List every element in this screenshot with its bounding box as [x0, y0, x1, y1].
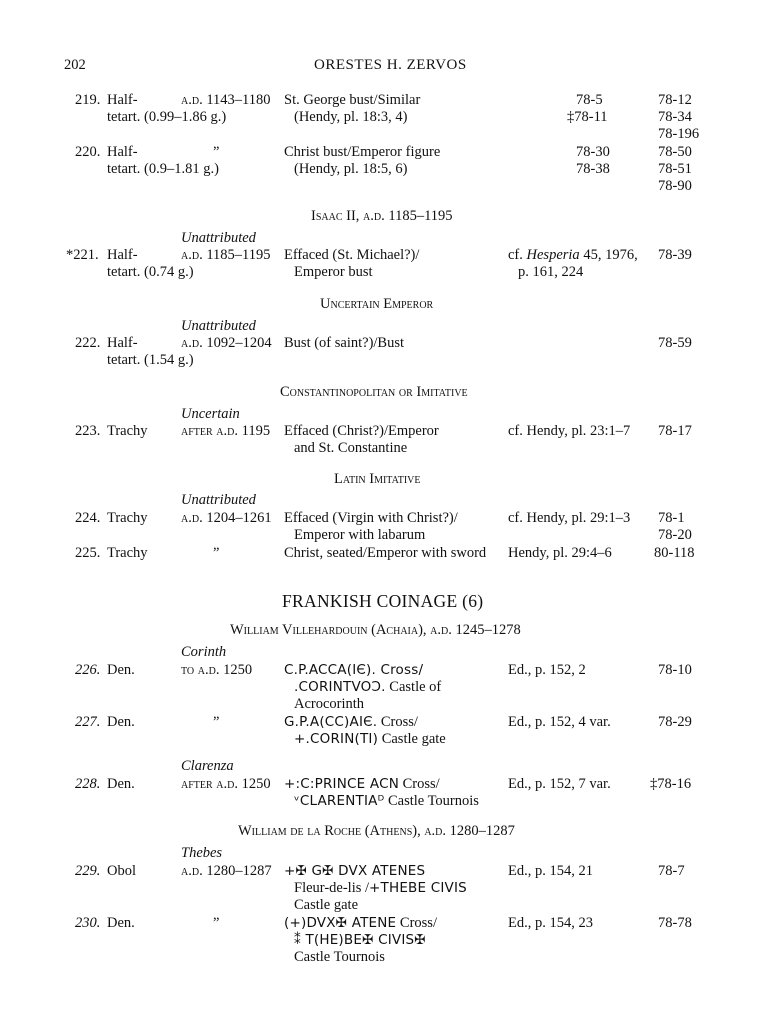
ditto-mark: ” [213, 545, 220, 561]
denomination-weight: tetart. (0.74 g.) [107, 264, 194, 280]
description: Effaced (St. Michael?)/ [284, 247, 420, 263]
denomination: Half- [107, 247, 138, 263]
legend-obverse: (+)DVX✠ ATENE Cross/ [284, 915, 437, 931]
mint-label: Unattributed [181, 492, 256, 508]
date: after a.d. 1250 [181, 776, 271, 792]
reference: p. 161, 224 [518, 264, 584, 280]
inventory-number: 78-59 [658, 335, 692, 351]
mint-label: Uncertain [181, 406, 240, 422]
denomination-weight: tetart. (0.99–1.86 g.) [107, 109, 227, 125]
inventory-number: 78-1 [658, 510, 685, 526]
entry-number: 228. [75, 776, 101, 792]
inventory-number: 78-78 [658, 915, 692, 931]
reference: ‡78-11 [567, 109, 608, 125]
description: Emperor with labarum [294, 527, 426, 543]
reference: 78-5 [576, 92, 603, 108]
section-heading: William de la Roche (Athens), a.d. 1280–1287 [238, 823, 515, 839]
inventory-number: 78-20 [658, 527, 692, 543]
inventory-number: 78-10 [658, 662, 692, 678]
denomination: Half- [107, 335, 138, 351]
ditto-mark: ” [213, 714, 220, 730]
entry-number: 230. [75, 915, 101, 931]
legend-reverse: ⁑ T(HE)BE✠ CIVIS✠ [294, 932, 426, 948]
denomination: Den. [107, 915, 135, 931]
description: Acrocorinth [294, 696, 365, 712]
section-heading: Constantinopolitan or Imitative [280, 384, 468, 400]
inventory-number: 78-29 [658, 714, 692, 730]
date: a.d. 1143–1180 [181, 92, 271, 108]
description: Castle Tournois [294, 949, 385, 965]
entry-number: 225. [75, 545, 101, 561]
section-heading: William Villehardouin (Achaia), a.d. 1245–1278 [230, 622, 521, 638]
running-head: ORESTES H. ZERVOS [314, 57, 467, 73]
legend-obverse: +✠ G✠ DVX ATENES [284, 863, 426, 879]
entry-number: 220. [75, 144, 101, 160]
date: a.d. 1092–1204 [181, 335, 272, 351]
inventory-number: 78-39 [658, 247, 692, 263]
denomination-weight: tetart. (0.9–1.81 g.) [107, 161, 219, 177]
inventory-number: 78-12 [658, 92, 692, 108]
page-number: 202 [64, 57, 86, 73]
description: (Hendy, pl. 18:3, 4) [294, 109, 408, 125]
description: Castle gate [294, 897, 359, 913]
mint-label: Unattributed [181, 318, 256, 334]
section-heading: Uncertain Emperor [320, 296, 434, 312]
reference: Hendy, pl. 29:4–6 [508, 545, 612, 561]
mint-label: Corinth [181, 644, 227, 660]
reference: 78-38 [576, 161, 610, 177]
date: a.d. 1185–1195 [181, 247, 271, 263]
entry-number: 222. [75, 335, 101, 351]
inventory-number: 78-50 [658, 144, 692, 160]
legend-reverse: +.CORIN(TI) Castle gate [294, 731, 446, 747]
legend-reverse: Fleur-de-lis /+THEBE CIVIS [294, 880, 467, 896]
legend-reverse: ᵛCLARENTIAᴰ Castle Tournois [294, 793, 479, 809]
denomination: Trachy [107, 545, 148, 561]
inventory-number: 78-90 [658, 178, 692, 194]
mint-label: Unattributed [181, 230, 256, 246]
description: Bust (of saint?)/Bust [284, 335, 405, 351]
reference: Ed., p. 152, 2 [508, 662, 586, 678]
entry-number: 226. [75, 662, 101, 678]
denomination: Obol [107, 863, 136, 879]
denomination: Half- [107, 144, 138, 160]
date: to a.d. 1250 [181, 662, 253, 678]
reference: Ed., p. 152, 7 var. [508, 776, 611, 792]
inventory-number: 78-7 [658, 863, 685, 879]
reference: Ed., p. 154, 23 [508, 915, 593, 931]
inventory-number: 78-196 [658, 126, 700, 142]
description: (Hendy, pl. 18:5, 6) [294, 161, 408, 177]
reference: 78-30 [576, 144, 610, 160]
legend-reverse: .CORINTVOƆ. Castle of [294, 679, 442, 695]
description: St. George bust/Similar [284, 92, 421, 108]
date: a.d. 1204–1261 [181, 510, 272, 526]
entry-number: *221. [66, 247, 99, 263]
description: Christ bust/Emperor figure [284, 144, 441, 160]
legend-obverse: +:C:PRINCE ACN Cross/ [284, 776, 440, 792]
inventory-number: 78-51 [658, 161, 692, 177]
description: Christ, seated/Emperor with sword [284, 545, 487, 561]
entry-number: 224. [75, 510, 101, 526]
date: after a.d. 1195 [181, 423, 271, 439]
date: a.d. 1280–1287 [181, 863, 272, 879]
mint-label: Thebes [181, 845, 223, 861]
description: Effaced (Virgin with Christ?)/ [284, 510, 458, 526]
ditto-mark: ” [213, 144, 220, 160]
reference: Ed., p. 152, 4 var. [508, 714, 611, 730]
section-heading: Latin Imitative [334, 471, 421, 487]
description: Emperor bust [294, 264, 373, 280]
inventory-number: 78-17 [658, 423, 692, 439]
inventory-number: ‡78-16 [650, 776, 692, 792]
description: and St. Constantine [294, 440, 408, 456]
denomination: Den. [107, 776, 135, 792]
legend-obverse: C.P.ACCA(IЄ). Cross/ [284, 662, 424, 678]
ditto-mark: ” [213, 915, 220, 931]
entry-number: 219. [75, 92, 101, 108]
entry-number: 229. [75, 863, 101, 879]
denomination-weight: tetart. (1.54 g.) [107, 352, 194, 368]
inventory-number: 80-118 [654, 545, 695, 561]
denomination: Trachy [107, 510, 148, 526]
denomination: Den. [107, 714, 135, 730]
legend-obverse: G.P.A(CC)AIЄ. Cross/ [284, 714, 418, 730]
entry-number: 227. [75, 714, 101, 730]
denomination: Trachy [107, 423, 148, 439]
denomination: Half- [107, 92, 138, 108]
description: Effaced (Christ?)/Emperor [284, 423, 439, 439]
reference: cf. Hendy, pl. 23:1–7 [508, 423, 631, 439]
reference: Ed., p. 154, 21 [508, 863, 593, 879]
entry-number: 223. [75, 423, 101, 439]
section-heading: Isaac II, a.d. 1185–1195 [311, 208, 453, 224]
reference: cf. Hesperia 45, 1976, [508, 247, 638, 263]
inventory-number: 78-34 [658, 109, 692, 125]
mint-label: Clarenza [181, 758, 234, 774]
chapter-heading: FRANKISH COINAGE (6) [282, 591, 484, 611]
denomination: Den. [107, 662, 135, 678]
reference: cf. Hendy, pl. 29:1–3 [508, 510, 631, 526]
